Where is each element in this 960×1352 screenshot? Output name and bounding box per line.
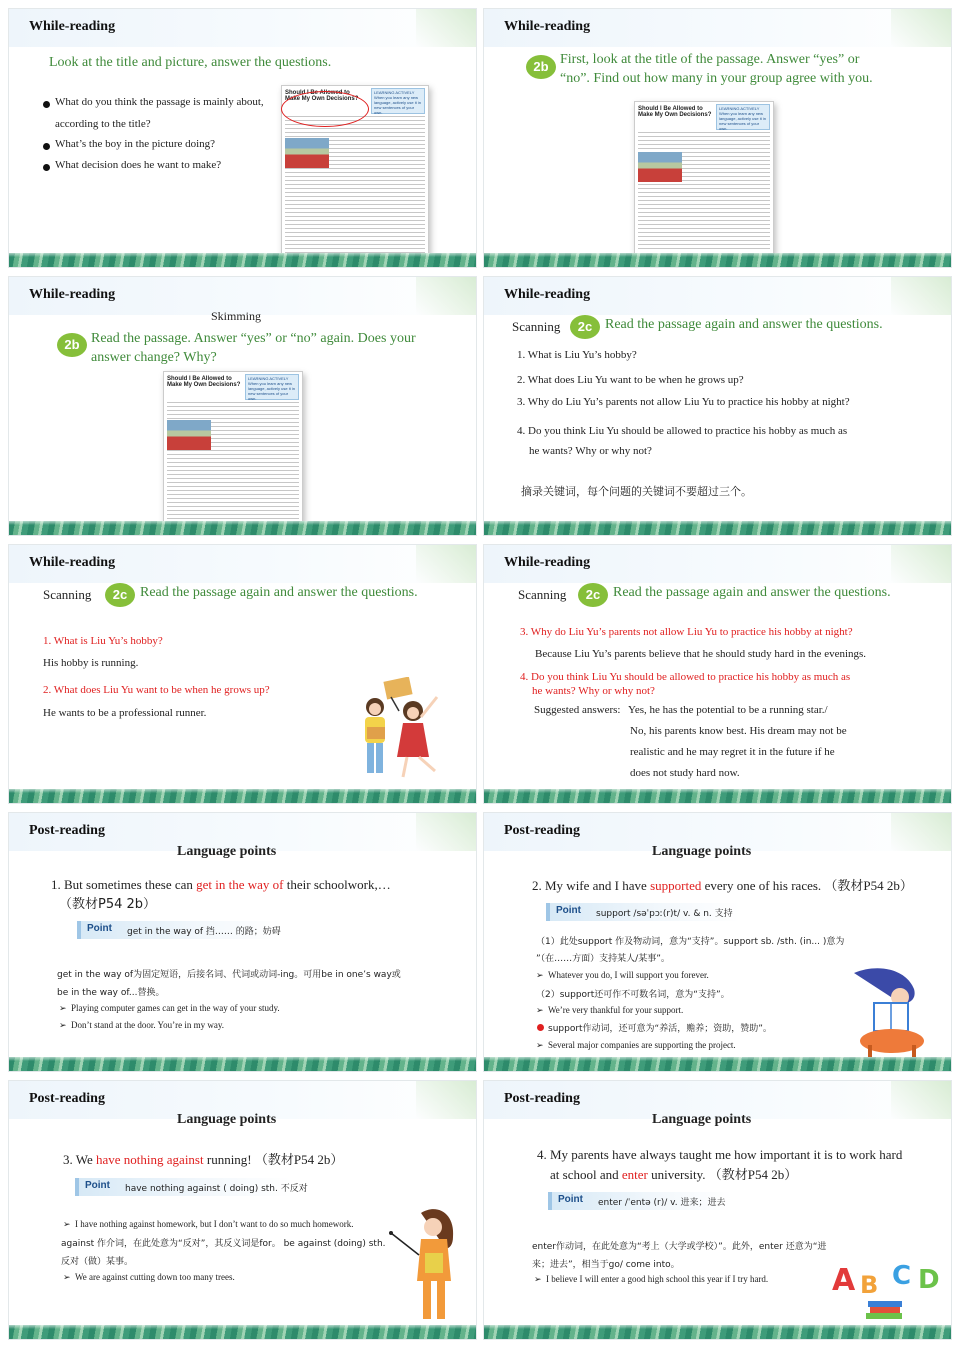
- question-4-cont: he wants? Why or why not?: [532, 685, 655, 697]
- section-title: While-reading: [504, 555, 591, 570]
- slide-3[interactable]: [8, 276, 477, 536]
- scanning-label: Scanning: [518, 587, 567, 602]
- question-1: 1. What is Liu Yu’s hobby?: [43, 635, 163, 647]
- question-2: 2. What does Liu Yu want to be when he grows up?: [43, 684, 270, 696]
- section-title: Post-reading: [504, 1091, 580, 1106]
- instruction-line-1: Read the passage. Answer “yes” or “no” again. Does your: [91, 331, 416, 346]
- runner-photo: [285, 138, 329, 168]
- slide-7[interactable]: [8, 812, 477, 1072]
- slide-4[interactable]: [483, 276, 952, 536]
- instruction: Read the passage again and answer the questions.: [140, 585, 418, 600]
- example-sentence: 2. My wife and I have supported every one of his races. （教材P54 2b）: [532, 878, 913, 893]
- bullet-icon: [43, 143, 50, 150]
- source-ref: （教材P54 2b）: [59, 897, 157, 912]
- slide-footer: [484, 789, 951, 803]
- question-2: What’s the boy in the picture doing?: [55, 138, 216, 150]
- language-points-heading: Language points: [652, 844, 752, 859]
- question-3: 3. Why do Liu Yu’s parents not allow Liu Yu to practice his hobby at night?: [517, 396, 850, 408]
- example-sentence-line-1: 4. My parents have always taught me how important it is to work hard: [537, 1147, 903, 1162]
- scanning-label: Scanning: [43, 587, 92, 602]
- slide-6[interactable]: [483, 544, 952, 804]
- subtitle-skimming: Skimming: [211, 309, 262, 323]
- point-box: Point enter /ˈentə (r)/ v. 进来；进去: [548, 1192, 732, 1210]
- example-1: I believe I will enter a good high school this year if I try hard.: [546, 1274, 769, 1284]
- answer-2: He wants to be a professional runner.: [43, 707, 207, 719]
- learning-box: LEARNING ACTIVELY When you learn any new language, actively use it in new sentences of your own.: [371, 88, 425, 114]
- explanation-4: support作动词，还可意为“养活，赡养；资助，赞助”。: [548, 1024, 772, 1034]
- arrow-icon: ➢: [534, 1274, 542, 1284]
- slide-footer: [484, 521, 951, 535]
- suggested-answer-4: does not study hard now.: [630, 767, 740, 779]
- question-1-cont: according to the title?: [55, 118, 151, 130]
- slide-footer: [9, 521, 476, 535]
- example-sentence: 3. We have nothing against running! （教材P54 2b）: [63, 1152, 344, 1167]
- letter-d: D: [918, 1265, 940, 1295]
- title-circle-annotation: [281, 91, 369, 127]
- explanation-2: 来；进去”，相当于go/ come into。: [532, 1260, 680, 1270]
- explanation-1: against 作介词，在此处意为“反对”，其反义词是for。 be against (doing) sth.: [61, 1239, 386, 1249]
- language-points-heading: Language points: [177, 1112, 277, 1127]
- section-title: While-reading: [504, 19, 591, 34]
- slide-8[interactable]: [483, 812, 952, 1072]
- question-3: 3. Why do Liu Yu’s parents not allow Liu Yu to practice his hobby at night?: [520, 626, 853, 638]
- point-box: Point have nothing against ( doing) sth. 不反对: [75, 1178, 291, 1196]
- runner-photo: [167, 420, 211, 450]
- instruction-line-1: First, look at the title of the passage. Answer “yes” or: [560, 52, 860, 67]
- question-4-cont: he wants? Why or why not?: [529, 445, 652, 457]
- example-2: We’re very thankful for your support.: [548, 1005, 684, 1015]
- slide-5[interactable]: [8, 544, 477, 804]
- keyword-note: 摘录关键词，每个问题的关键词不要超过三个。: [521, 485, 752, 498]
- explanation-2: ”（在……方面）支持某人/某事”。: [536, 954, 670, 964]
- badge-2c: 2c: [570, 315, 600, 339]
- teacher-girl-illustration: [389, 1203, 465, 1327]
- instruction: Read the passage again and answer the questions.: [613, 585, 891, 600]
- passage-image: [163, 371, 303, 525]
- answer-3: Because Liu Yu’s parents believe that he should study hard in the evenings.: [535, 648, 867, 660]
- suggested-answer-1: Yes, he has the potential to be a running star./: [628, 704, 828, 716]
- language-points-heading: Language points: [177, 844, 277, 859]
- red-bullet-icon: [537, 1024, 544, 1031]
- question-1: 1. What is Liu Yu’s hobby?: [517, 349, 637, 361]
- arrow-icon: ➢: [63, 1219, 71, 1229]
- example-sentence-line-2: at school and enter university. （教材P54 2b）: [550, 1167, 798, 1182]
- letter-b: B: [860, 1271, 879, 1299]
- learning-box: LEARNING ACTIVELY When you learn any new language, actively use it in new sentences of your own.: [716, 104, 770, 130]
- arrow-icon: ➢: [536, 1040, 544, 1050]
- instruction: Look at the title and picture, answer the questions.: [49, 55, 332, 70]
- explanation-1: （1）此处support 作及物动词，意为“支持”。support sb. /sth. (in... )意为: [536, 937, 845, 947]
- slide-2[interactable]: [483, 8, 952, 268]
- badge-2b: 2b: [57, 333, 87, 357]
- reading-girl-illustration: [848, 963, 932, 1061]
- slide-footer: [9, 253, 476, 267]
- passage-title: Should I Be Allowed to Make My Own Decisions?: [638, 106, 712, 118]
- example-1: I have nothing against homework, but I don’t want to do so much homework.: [75, 1219, 354, 1229]
- section-title: While-reading: [29, 555, 116, 570]
- explanation-3: （2）support还可作不可数名词，意为“支持”。: [536, 990, 730, 1000]
- example-1: Whatever you do, I will support you forever.: [548, 970, 709, 980]
- question-4: 4. Do you think Liu Yu should be allowed to practice his hobby as much as: [520, 671, 851, 683]
- slide-10[interactable]: [483, 1080, 952, 1340]
- answer-1: His hobby is running.: [43, 657, 139, 669]
- suggested-label: Suggested answers:: [534, 704, 621, 716]
- point-box: Point support /səˈpɔː(r)t/ v. & n. 支持: [546, 903, 740, 921]
- section-title: Post-reading: [29, 1091, 105, 1106]
- letter-a: A: [832, 1263, 856, 1298]
- example-sentence: 1. But sometimes these can get in the way of their schoolwork,…: [51, 877, 391, 892]
- section-title: Post-reading: [504, 823, 580, 838]
- arrow-icon: ➢: [536, 970, 544, 980]
- learning-box: LEARNING ACTIVELY When you learn any new language, actively use it in new sentences of your own.: [245, 374, 299, 400]
- bullet-icon: [43, 164, 50, 171]
- explanation-2: 反对（做）某事。: [61, 1257, 134, 1267]
- example-2: We are against cutting down too many trees.: [75, 1272, 235, 1282]
- slide-9[interactable]: [8, 1080, 477, 1340]
- two-girls-illustration: [355, 677, 447, 787]
- slide-footer: [9, 1057, 476, 1071]
- passage-title: Should I Be Allowed to Make My Own Decisions?: [285, 90, 359, 102]
- slide-1[interactable]: [8, 8, 477, 268]
- arrow-icon: ➢: [63, 1272, 71, 1282]
- explanation-1: get in the way of为固定短语，后接名词、代词或动词-ing。可用be in one’s way或: [57, 970, 401, 980]
- example-1: Playing computer games can get in the way of your study.: [71, 1003, 280, 1013]
- slide-footer: [484, 1325, 951, 1339]
- question-2: 2. What does Liu Yu want to be when he grows up?: [517, 374, 744, 386]
- slide-footer: [9, 789, 476, 803]
- scanning-label: Scanning: [512, 319, 561, 334]
- badge-2c: 2c: [105, 583, 135, 607]
- slide-footer: [9, 1325, 476, 1339]
- instruction-line-2: answer change? Why?: [91, 350, 217, 365]
- question-1: What do you think the passage is mainly about,: [55, 96, 264, 108]
- slide-footer: [484, 1057, 951, 1071]
- letter-c: C: [892, 1261, 912, 1291]
- arrow-icon: ➢: [59, 1020, 67, 1030]
- point-box: Point get in the way of 挡…… 的路；妨碍: [77, 921, 281, 939]
- section-title: Post-reading: [29, 823, 105, 838]
- section-title: While-reading: [29, 19, 116, 34]
- bullet-icon: [43, 101, 50, 108]
- section-title: While-reading: [504, 287, 591, 302]
- suggested-answer-2: No, his parents know best. His dream may not be: [630, 725, 847, 737]
- example-3: Several major companies are supporting the project.: [548, 1040, 736, 1050]
- example-2: Don’t stand at the door. You’re in my way.: [71, 1020, 224, 1030]
- language-points-heading: Language points: [652, 1112, 752, 1127]
- arrow-icon: ➢: [59, 1003, 67, 1013]
- question-4: 4. Do you think Liu Yu should be allowed to practice his hobby as much as: [517, 425, 848, 437]
- instruction-line-2: “no”. Find out how many in your group agree with you.: [560, 71, 873, 86]
- passage-image: [634, 101, 774, 257]
- explanation-2: be in the way of...替换。: [57, 988, 165, 998]
- badge-2b: 2b: [526, 55, 556, 79]
- instruction: Read the passage again and answer the questions.: [605, 317, 883, 332]
- arrow-icon: ➢: [536, 1005, 544, 1015]
- abcd-books-illustration: [830, 1261, 946, 1323]
- explanation-1: enter作动词，在此处意为“考上（大学或学校）”。此外，enter 还意为“进: [532, 1242, 827, 1252]
- question-3: What decision does he want to make?: [55, 159, 222, 171]
- badge-2c: 2c: [578, 583, 608, 607]
- slide-footer: [484, 253, 951, 267]
- suggested-answer-3: realistic and he may regret it in the future if he: [630, 746, 835, 758]
- runner-photo: [638, 152, 682, 182]
- section-title: While-reading: [29, 287, 116, 302]
- passage-title: Should I Be Allowed to Make My Own Decisions?: [167, 376, 241, 388]
